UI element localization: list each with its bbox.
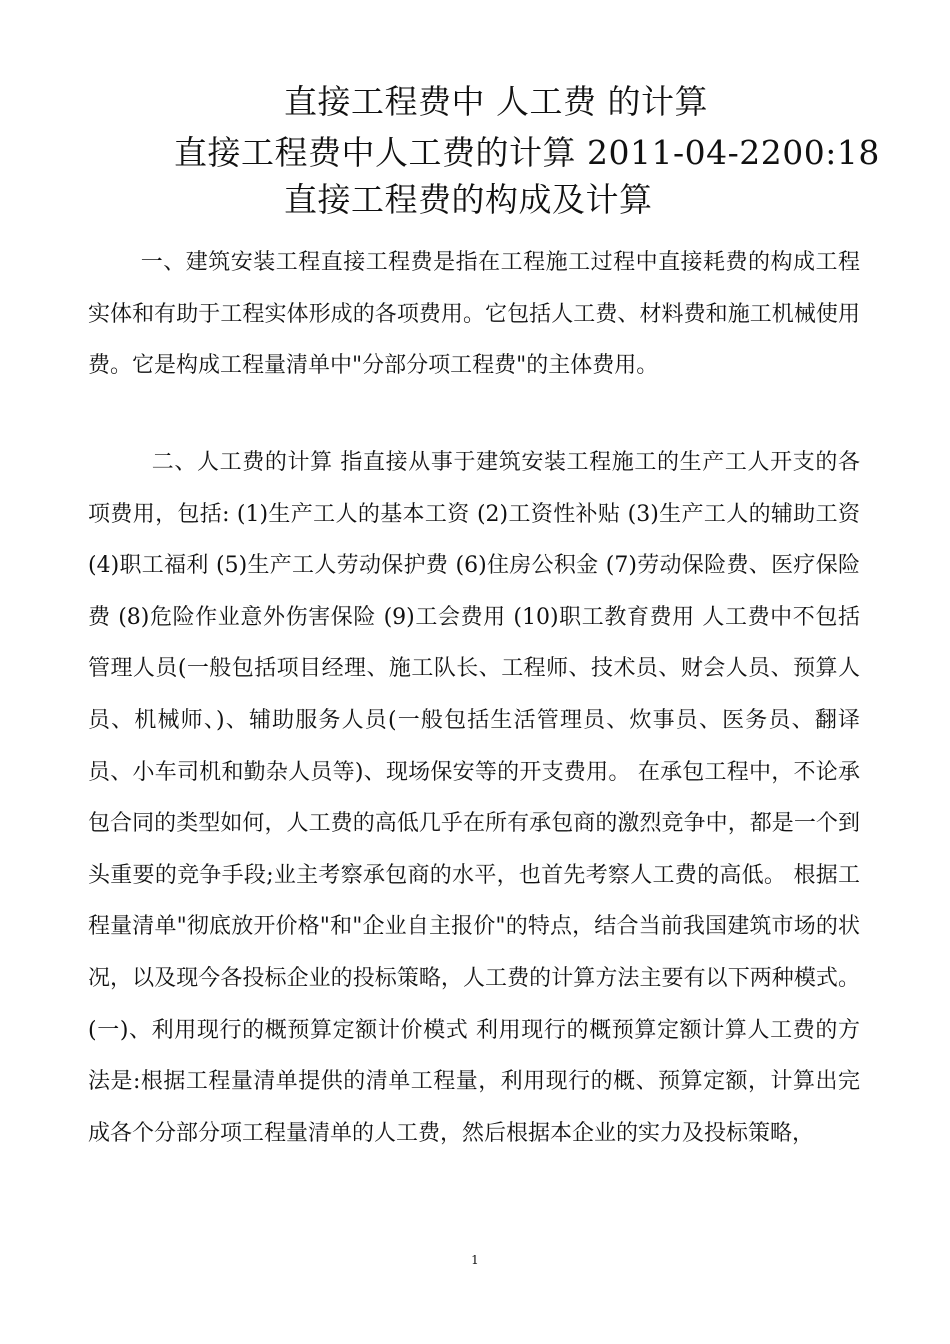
paragraph-definition: 一、建筑安装工程直接工程费是指在工程施工过程中直接耗费的构成工程实体和有助于工程实体形成的各项费用。它包括人工费、材料费和施工机械使用费。它是构成工程量清单中"分部分项工程费"的主体费用。 <box>88 250 860 379</box>
paragraph-labor-cost: 二、人工费的计算 指直接从事于建筑安装工程施工的生产工人开支的各项费用，包括: (1)生产工人的基本工资 (2)工资性补贴 (3)生产工人的辅助工资 (4)职工福利 (5)生产工人劳动保护费 (6)住房公积金 (7)劳动保险费、医疗保险费 (8)危险作业意外伤害保险 (9)工会费用 (10)职工教育费用 人工费中不包括管理人员(一般包括项目经理、施工队长、工程师、技术员、财会人员、预算人员、机械师、)、辅助服务人员(一般包括生活管理员、炊事员、医务员、翻译员、小车司机和勤杂人员等)、现场保安等的开支费用。 在承包工程中，不论承包合同的类型如何，人工费的高低几乎在所有承包商的激烈竞争中，都是一个到头重要的竞争手段;业主考察承包商的水平，也首先考察人工费的高低。 根据工程量清单"彻底放开价格"和"企业自主报价"的特点，结合当前我国建筑市场的状况，以及现今各投标企业的投标策略，人工费的计算方法主要有以下两种模式。 (一)、利用现行的概预算定额计价模式 利用现行的概预算定额计算人工费的方法是:根据工程量清单提供的清单工程量，利用现行的概、预算定额，计算出完成各个分部分项工程量清单的人工费，然后根据本企业的实力及投标策略， <box>88 450 860 1146</box>
page-number: 1 <box>471 1253 479 1267</box>
document-subtitle-with-date: 直接工程费中人工费的计算 2011-04-2200:18 <box>174 133 880 172</box>
section-title: 直接工程费的构成及计算 <box>284 180 653 219</box>
document-title: 直接工程费中 人工费 的计算 <box>284 82 708 121</box>
